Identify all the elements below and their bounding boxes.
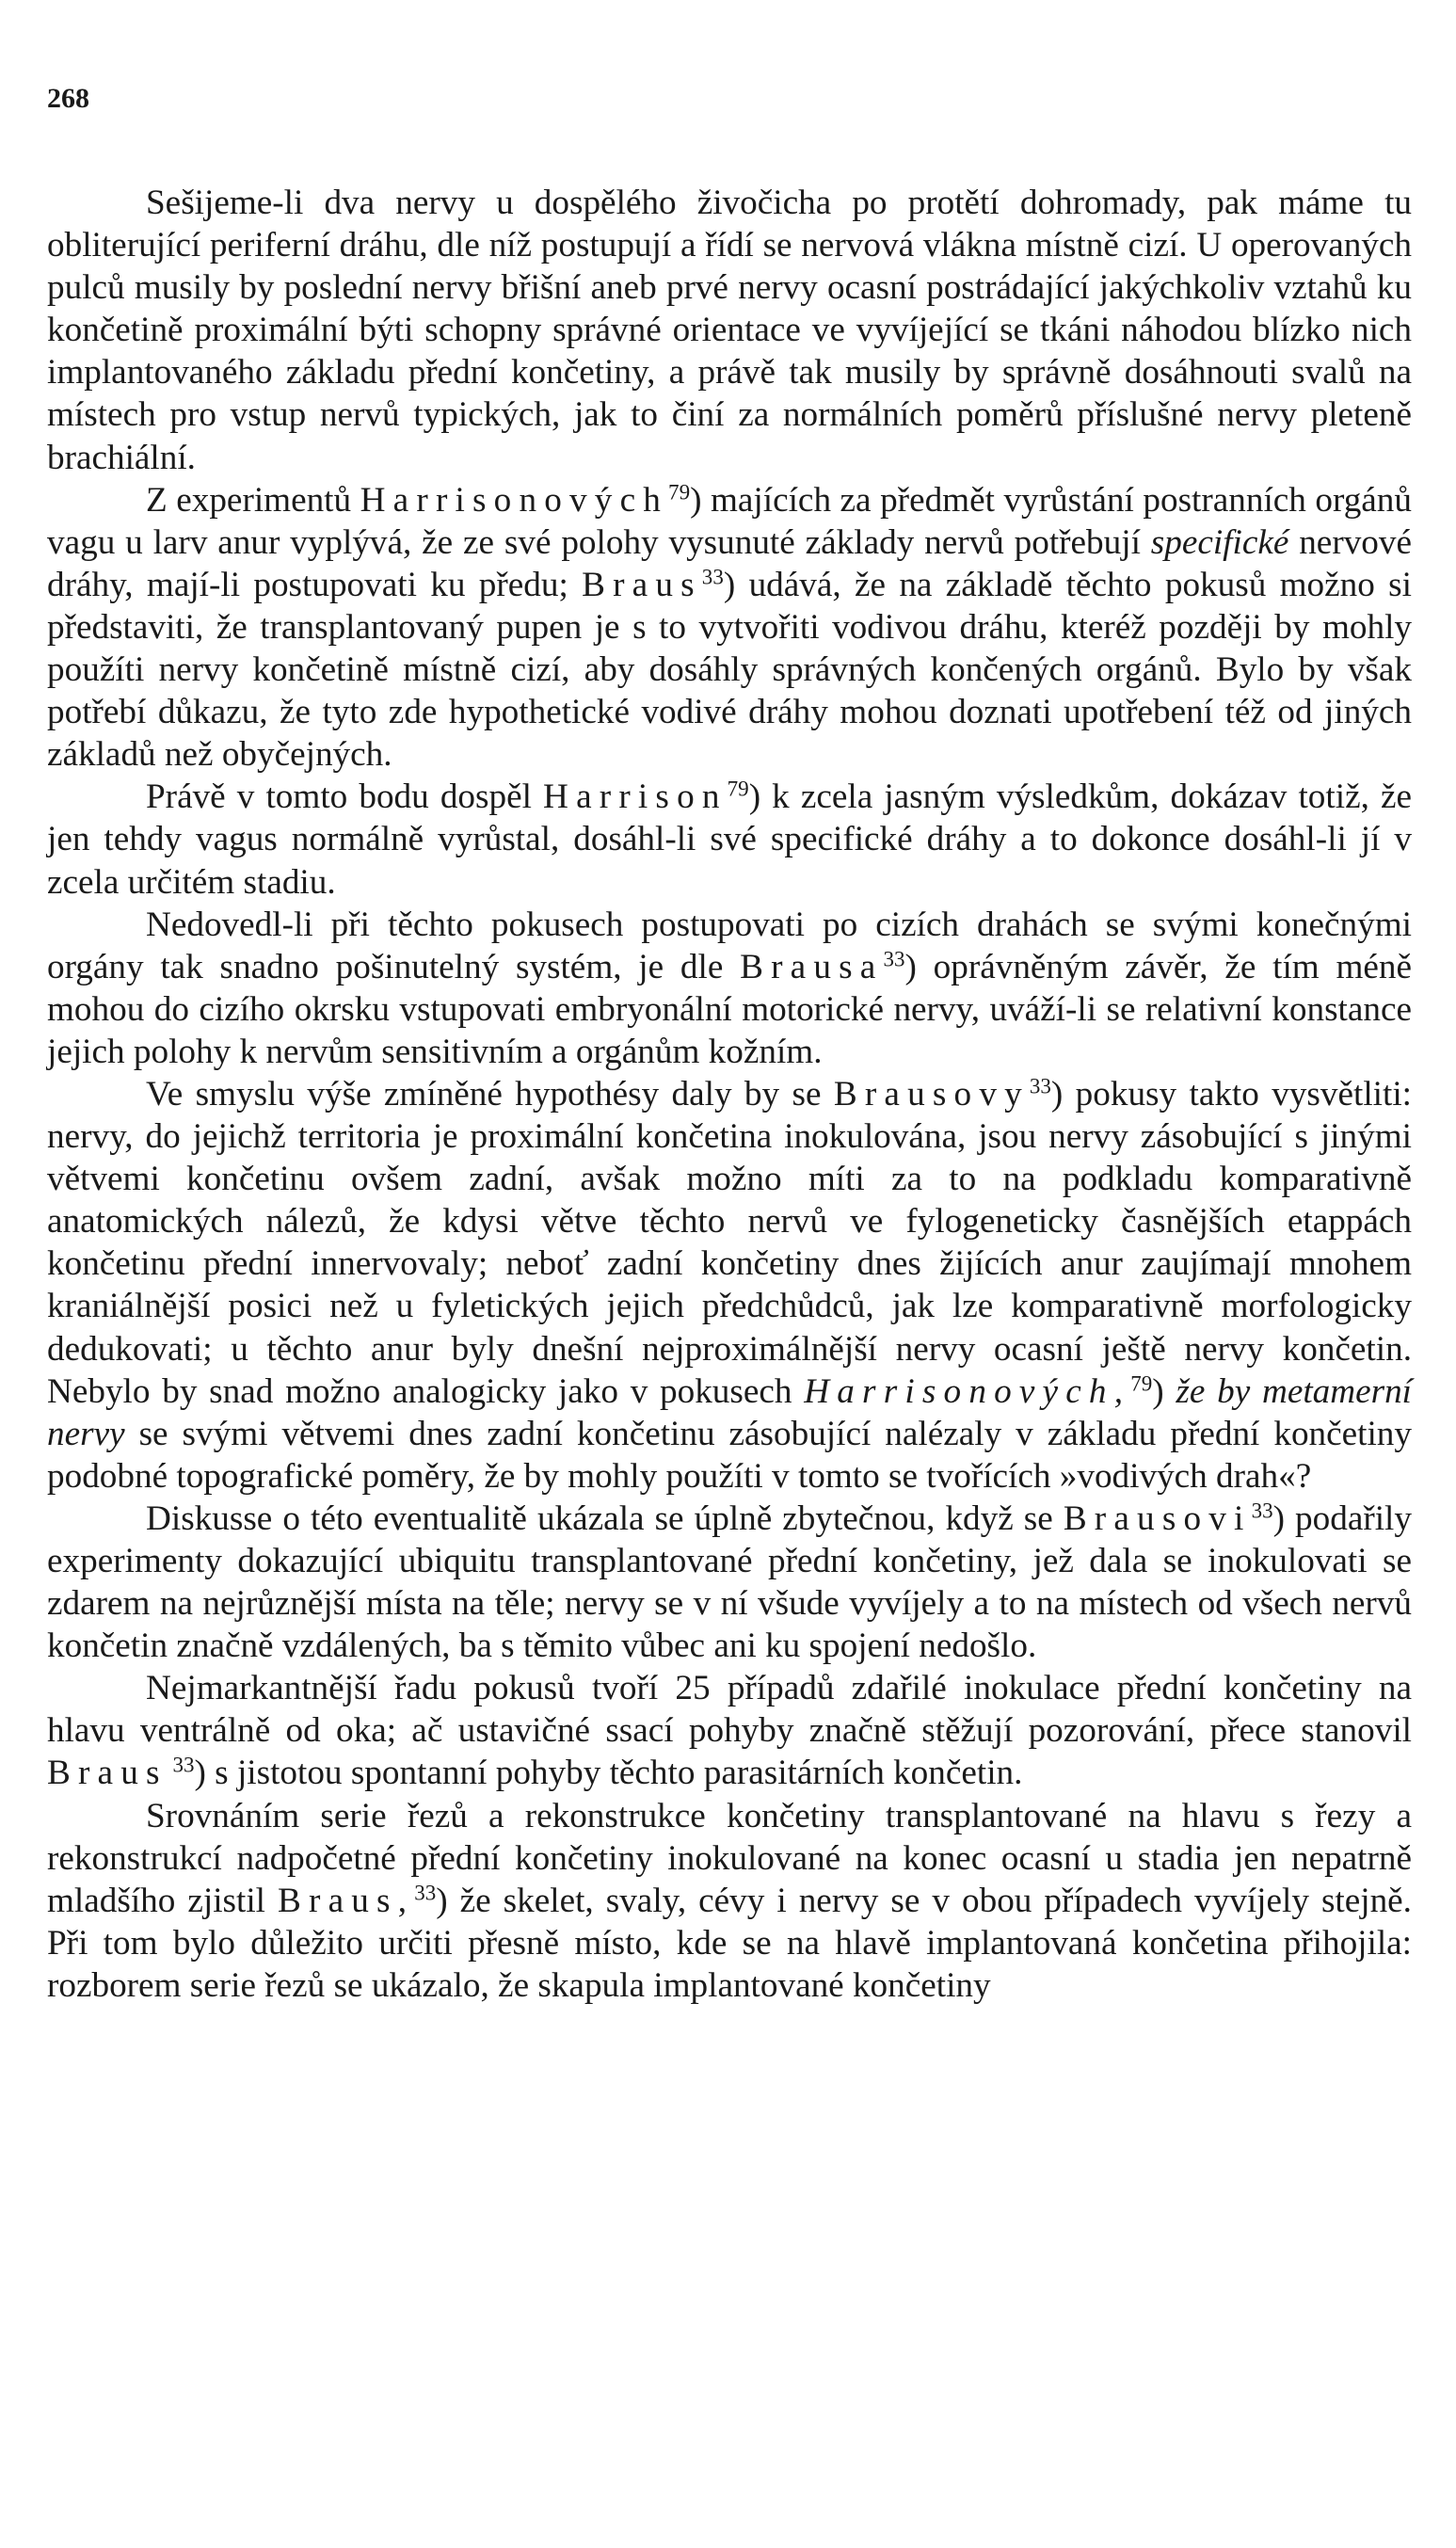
paragraph — [47, 1795, 1412, 2007]
emphasized-text: Braus, — [278, 1881, 415, 1920]
paragraph — [47, 1667, 1412, 1794]
emphasized-text: specifické — [1150, 522, 1289, 562]
text-run: Nedovedl-li při těchto pokusech postupovati po cizích drahách se svými konečnými orgány tak snadno pošinutelný systém, je dle — [47, 905, 1412, 986]
text-run: ) majících za předmět vyrůstání postranních orgánů vagu u larv anur vyplývá, že ze své polohy vysunuté základy nervů potřebují — [47, 480, 1412, 562]
text-run: ) k zcela jasným výsledkům, dokázav totiž, že jen tehdy vagus normálně vyrůstal, dosáhl-li své specifické dráhy a to dokonce dosáhl-li jí v zcela určitém stadiu. — [47, 777, 1412, 902]
emphasized-text: Harrisonových, — [804, 1371, 1131, 1411]
text-run: ) — [1152, 1371, 1176, 1411]
emphasized-text: Harrisonových — [360, 480, 669, 520]
page-number: 268 — [47, 83, 89, 114]
emphasized-text: Brausa — [740, 947, 884, 986]
text-run: se svými větvemi dnes zadní končetinu zásobující nalézaly v základu přední končetiny podobné topografické poměry, že by mohly použíti v tomto se tvořících »vodivých drah«? — [47, 1414, 1412, 1496]
text-run: ) udává, že na základě těchto pokusů možno si představiti, že transplantovaný pupen je s to vytvořiti vodivou dráhu, kteréž později by mohly použíti nervy končetině místně cizí, aby dosáhly správných končených orgánů. Bylo by však potřebí důkazu, že tyto zde hypothetické vodivé dráhy mohou doznati upotřebení též od jiných základů než obyčejných. — [47, 565, 1412, 775]
body-text — [47, 182, 1412, 2007]
citation-reference: 79 — [668, 478, 691, 504]
text-run: ) pokusy takto vysvětliti: nervy, do jejichž territoria je proximální končetina inokulována, jsou nervy zásobující s jinými větvemi končetinu ovšem zadní, avšak možno míti za to na podkladu komparativně anatomických nálezů, že kdysi větve těchto nervů ve fylogeneticky časnějších etappách končetinu přední innervovaly; neboť zadní končetiny dnes žijících anur zaujímají mnohem kraniálnější posici než u fyletických jejich předchůdců, jak lze komparativně morfologicky dedukovati; u těchto anur byly dnešní nejproximálnější nervy ocasní ještě nervy končetin. Nebylo by snad možno analogicky jako v pokusech — [47, 1074, 1412, 1411]
emphasized-text: Braus — [582, 565, 702, 604]
text-run: Sešijeme-li dva nervy u dospělého živočicha po protětí dohromady, pak máme tu obliterující periferní dráhu, dle níž postupují a řídí se nervová vlákna místně cizí. U operovaných pulců musily by poslední nervy břišní aneb prvé nervy ocasní postrádající jakýchkoliv vztahů ku končetině proximální býti schopny správné orientace ve vyvíjející se tkáni náhodou blízko nich implantovaného základu přední končetiny, a právě tak musily by správně dosáhnouti svalů na místech pro vstup nervů typických, jak to činí za normálních poměrů příslušné nervy pleteně brachiální. — [47, 184, 1412, 477]
paragraph — [47, 776, 1412, 903]
paragraph — [47, 1073, 1412, 1498]
citation-reference: 33 — [701, 564, 724, 589]
text-run: Ve smyslu výše zmíněné hypothésy daly by se — [146, 1074, 834, 1114]
emphasized-text: Harrison — [543, 777, 728, 817]
paragraph — [47, 904, 1412, 1073]
text-run: Právě v tomto bodu dospěl — [146, 777, 544, 817]
text-run: Nejmarkantnější řadu pokusů tvoří 25 případů zdařilé inokulace přední končetiny na hlavu ventrálně od oka; ač ustavičné ssací pohyby značně stěžují pozorování, přece stanovil — [47, 1669, 1412, 1751]
citation-reference: 33 — [1251, 1498, 1273, 1523]
citation-reference: 79 — [727, 776, 749, 801]
text-run: ) podařily experimenty dokazující ubiquitu transplantované přední končetiny, jež dala se inokulovati se zdarem na nejrůznější místa na těle; nervy se v ní všude vyvíjely a to na místech od všech nervů končetin značně vzdálených, ba s těmito vůbec ani ku spojení nedošlo. — [47, 1498, 1412, 1666]
text-run: ) oprávněným závěr, že tím méně mohou do cizího okrsku vstupovati embryonální motorické nervy, uváží-li se relativní konstance jejich polohy k nervům sensitivním a orgánům kožním. — [47, 947, 1413, 1071]
emphasized-text: Brausovi — [1063, 1498, 1252, 1538]
paragraph — [47, 182, 1412, 479]
text-run: ) že skelet, svaly, cévy i nervy se v obou případech vyvíjely stejně. Při tom bylo důležito určiti přesně místo, kde se na hlavě implantovaná končetina přihojila: rozborem serie řezů se ukázalo, že skapula implantované končetiny — [47, 1881, 1412, 2005]
text-run: Z experimentů — [146, 480, 360, 520]
emphasized-text: Braus — [47, 1754, 168, 1793]
text-run: ) s jistotou spontanní pohyby těchto parasitárních končetin. — [194, 1754, 1023, 1793]
text-run: Diskusse o této eventualitě ukázala se úplně zbytečnou, když se — [146, 1498, 1064, 1538]
emphasized-text: Brausovy — [833, 1074, 1030, 1114]
text-run: Srovnáním serie řezů a rekonstrukce končetiny transplantované na hlavu s řezy a rekonstrukcí nadpočetné přední končetiny inokulované na konec ocasní u stadia jen nepatrně mladšího zjistil — [47, 1796, 1412, 1920]
paragraph — [47, 479, 1412, 777]
paragraph — [47, 1498, 1412, 1667]
citation-reference: 33 — [1029, 1073, 1051, 1098]
citation-reference: 33 — [414, 1880, 437, 1905]
citation-reference: 33 — [883, 946, 905, 971]
citation-reference: 79 — [1130, 1370, 1153, 1395]
citation-reference: 33 — [167, 1752, 195, 1777]
text-run: nervové dráhy, mají-li postupovati ku předu; — [47, 522, 1412, 604]
emphasized-text: že by metamerní nervy — [47, 1371, 1413, 1453]
